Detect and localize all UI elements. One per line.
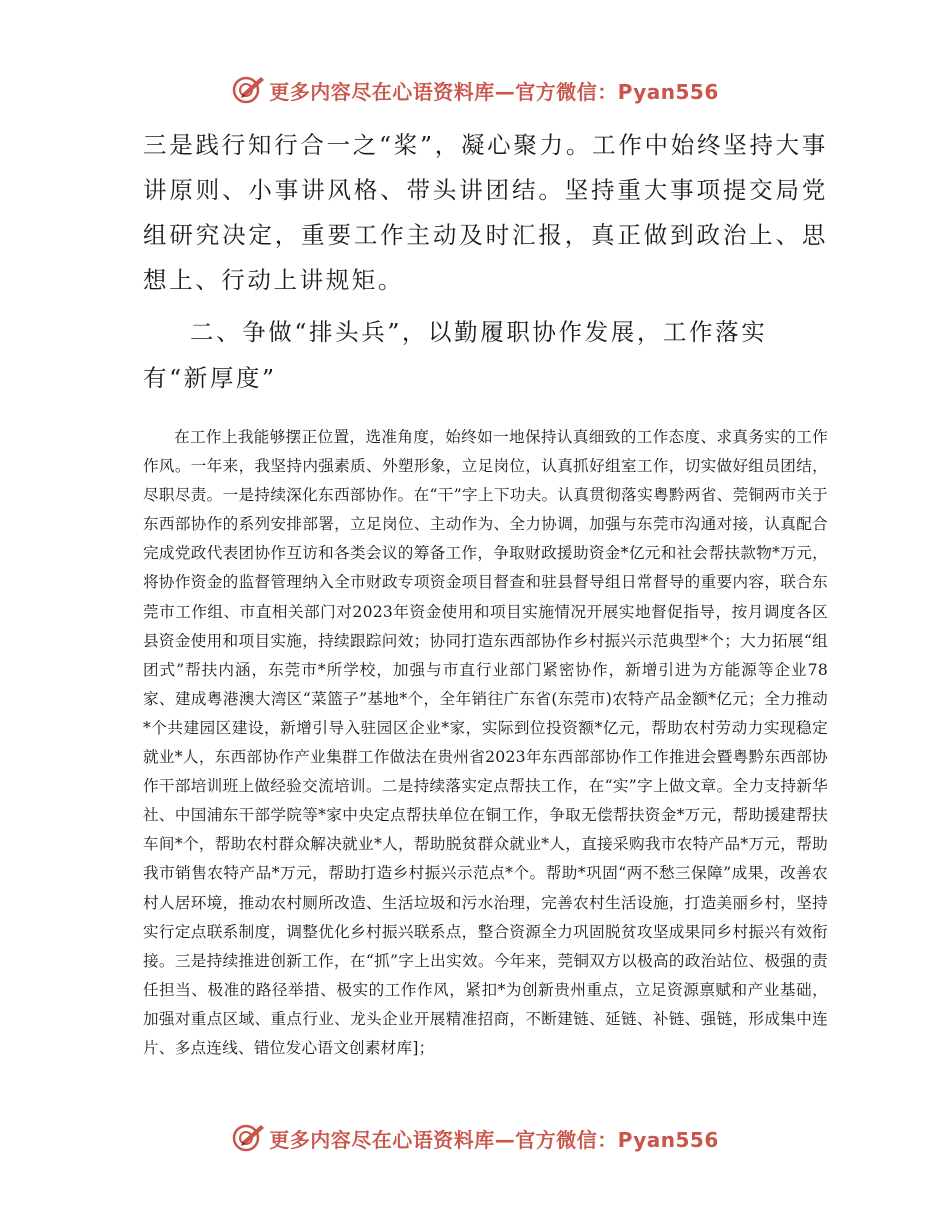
paragraph-body: 在工作上我能够摆正位置，选准角度，始终如一地保持认真细致的工作态度、求真务实的工作作风。一年来，我坚持内强素质、外塑形象，立足岗位，认真抓好组室工作，切实做好组员团结，尽职尽责。一是持续深化东西部协作。在“干”字上下功夫。认真贯彻落实粤黔两省、莞铜两市关于东西部协作的系列安排部署，立足岗位、主动作为、全力协调，加强与东莞市沟通对接，认真配合完成党政代表团协作互访和各类会议的筹备工作，争取财政援助资金*亿元和社会帮扶款物*万元，将协作资金的监督管理纳入全市财政专项资金项目督查和驻县督导组日常督导的重要内容，联合东莞市工作组、市直相关部门对2023年资金使用和项目实施情况开展实地督促指导，按月调度各区县资金使用和项目实施，持续跟踪问效；协同打造东西部协作乡村振兴示范典型*个；大力拓展“组团式”帮扶内涵，东莞市*所学校，加强与市直行业部门紧密协作，新增引进为方能源等企业78家、建成粤港澳大湾区“菜篮子”基地*个，全年销往广东省(东莞市)农特产品金额*亿元；全力推动*个共建园区建设，新增引导入驻园区企业*家，实际到位投资额*亿元，帮助农村劳动力实现稳定就业*人，东西部协作产业集群工作做法在贵州省2023年东西部部协作工作推进会暨粤黔东西部协作干部培训班上做经验交流培训。二是持续落实定点帮扶工作，在“实”字上做文章。全力支持新华社、中国浦东干部学院等*家中央定点帮扶单位在铜工作，争取无偿帮扶资金*万元，帮助援建帮扶车间*个，帮助农村群众解决就业*人，帮助脱贫群众就业*人，直接采购我市农特产品*万元，帮助我市销售农特产品*万元，帮助打造乡村振兴示范点*个。帮助*巩固“两不愁三保障”成果，改善农村人居环境，推动农村厕所改造、生活垃圾和污水治理，完善农村生活设施，打造美丽乡村，坚持实行定点联系制度，调整优化乡村振兴联系点，整合资源全力巩固脱贫攻坚成果同乡村振兴有效衔接。三是持续推进创新工作，在“抓”字上出实效。今年来，莞铜双方以极高的政治站位、极强的责任担当、极准的路径举措、极实的工作作风，紧扣*为创新贵州重点，立足资源禀赋和产业基础，加强对重点区域、重点行业、龙头企业开展精准招商，不断建链、延链、补链、强链，形成集中连片、多点连线、错位发心语文创素材库]； — [143, 428, 828, 1057]
section-heading: 二、争做“排头兵”，以勤履职协作发展，工作落实有“新厚度” — [143, 318, 768, 392]
watermark-text: 更多内容尽在心语资料库—官方微信：Pyan556 — [269, 79, 719, 104]
document-body — [143, 123, 828, 1063]
footer-watermark-banner — [0, 1118, 950, 1158]
watermark-text: 更多内容尽在心语资料库—官方微信：Pyan556 — [269, 1127, 719, 1152]
pen-logo-icon — [231, 73, 265, 107]
paragraph-three-principle: 三是践行知行合一之“桨”，凝心聚力。工作中始终坚持大事讲原则、小事讲风格、带头讲团结。坚持重大事项提交局党组研究决定，重要工作主动及时汇报，真正做到政治上、思想上、行动上讲规矩。 — [143, 131, 828, 294]
header-watermark-banner — [0, 70, 950, 110]
pen-logo-icon — [231, 1121, 265, 1155]
